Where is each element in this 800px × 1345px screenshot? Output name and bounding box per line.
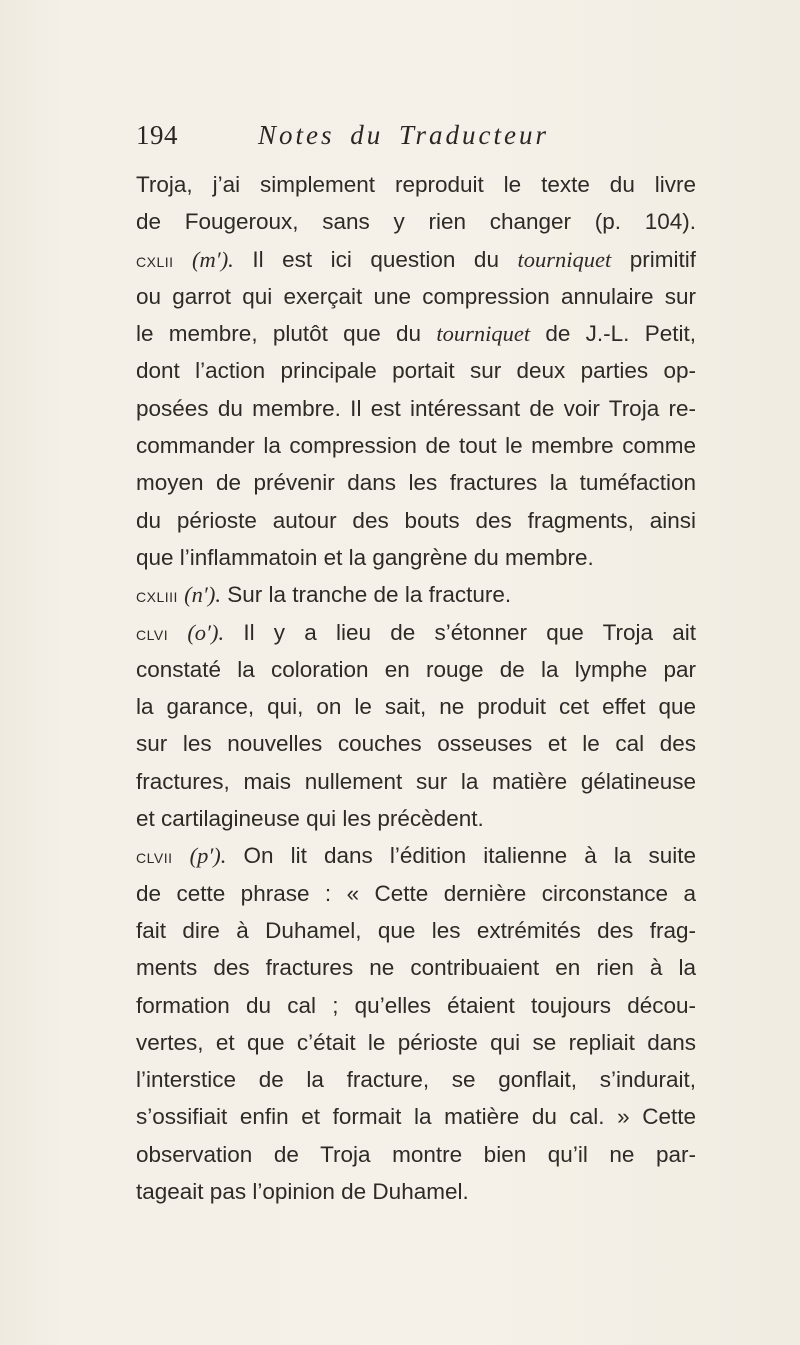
line-text: Sur la tranche de la fracture. [220,582,512,608]
text-line [136,464,696,501]
line-text: s’ossifiait enfin et formait la matière du cal. » Cette [136,1104,696,1130]
line-text: l’interstice de la fracture, se gonflait, s’indurait, [136,1067,696,1093]
line-text: la garance, qui, on le sait, ne produit cet effet que [136,694,696,720]
line-text: ments des fractures ne contribuaient en rien à la [136,955,696,981]
page-number: 194 [136,120,178,150]
text-line [136,1061,696,1098]
line-text: dont l’action principale portait sur deux parties op- [136,358,696,384]
text-line [136,315,696,352]
text-line [136,427,696,464]
note-marker: (p′). [189,843,227,869]
line-text: du périoste autour des bouts des fragments, ainsi [136,507,696,533]
text-line [136,763,696,800]
italic-term: tourniquet [436,321,531,347]
text-line [136,278,696,315]
text-line [136,352,696,389]
body-text [136,166,696,1210]
line-text: observation de Troja montre bien qu’il ne par- [136,1141,696,1167]
running-title: Notes du Traducteur [258,120,550,150]
text-line [136,539,696,576]
line-text: de Fougeroux, sans y rien changer (p. 104). [136,209,696,235]
line-text: moyen de prévenir dans les fractures la tuméfaction [136,470,696,496]
line-text: Il y a lieu de s’étonner que Troja ait [224,619,696,645]
line-text: de cette phrase : « Cette dernière circonstance a [136,880,696,906]
text-line [136,390,696,427]
note-number: cxliii [136,584,178,608]
line-text: tageait pas l’opinion de Duhamel. [136,1179,469,1205]
line-text: fait dire à Duhamel, que les extrémités des frag- [136,917,696,943]
line-text: posées du membre. Il est intéressant de voir Troja re- [136,395,696,421]
line-text: que l’inflammatoin et la gangrène du membre. [136,544,594,570]
note-marker: (o′). [187,619,225,645]
text-line [136,1024,696,1061]
text-line [136,1136,696,1173]
note-marker: (m′). [192,246,234,272]
note-marker: (n′). [184,582,221,608]
text-line [136,800,696,837]
line-text: Il est ici question du [233,246,518,272]
line-text-continued: primitif [611,246,696,272]
line-text-continued: de J.-L. Petit, [530,321,696,347]
line-text: et cartilagineuse qui les précèdent. [136,806,484,832]
line-text: sur les nouvelles couches osseuses et le cal des [136,731,696,757]
text-line [136,987,696,1024]
text-line [136,1098,696,1135]
page-header [136,120,696,160]
line-text: le membre, plutôt que du [136,321,437,347]
text-line [136,166,696,203]
text-line [136,203,696,240]
text-line [136,949,696,986]
text-line [136,725,696,762]
line-text: formation du cal ; qu’elles étaient toujours décou- [136,992,696,1018]
text-line [136,688,696,725]
line-text: ou garrot qui exerçait une compression annulaire sur [136,283,696,309]
italic-term: tourniquet [517,246,612,272]
line-text: constaté la coloration en rouge de la lymphe par [136,656,696,682]
line-text: On lit dans l’édition italienne à la suite [226,843,696,869]
text-line [136,576,696,613]
text-line [136,1173,696,1210]
text-line [136,614,696,651]
text-line [136,502,696,539]
note-number: cxlii [136,248,174,272]
line-text: Troja, j’ai simplement reproduit le texte du livre [136,172,696,197]
text-line [136,875,696,912]
text-line [136,912,696,949]
note-number: clvii [136,845,173,869]
line-text: vertes, et que c’était le périoste qui se repliait dans [136,1029,696,1055]
text-line [136,241,696,278]
line-text: fractures, mais nullement sur la matière gélatineuse [136,768,696,794]
line-text: commander la compression de tout le membre comme [136,433,696,459]
text-line [136,651,696,688]
text-line [136,837,696,874]
note-number: clvi [136,621,169,645]
